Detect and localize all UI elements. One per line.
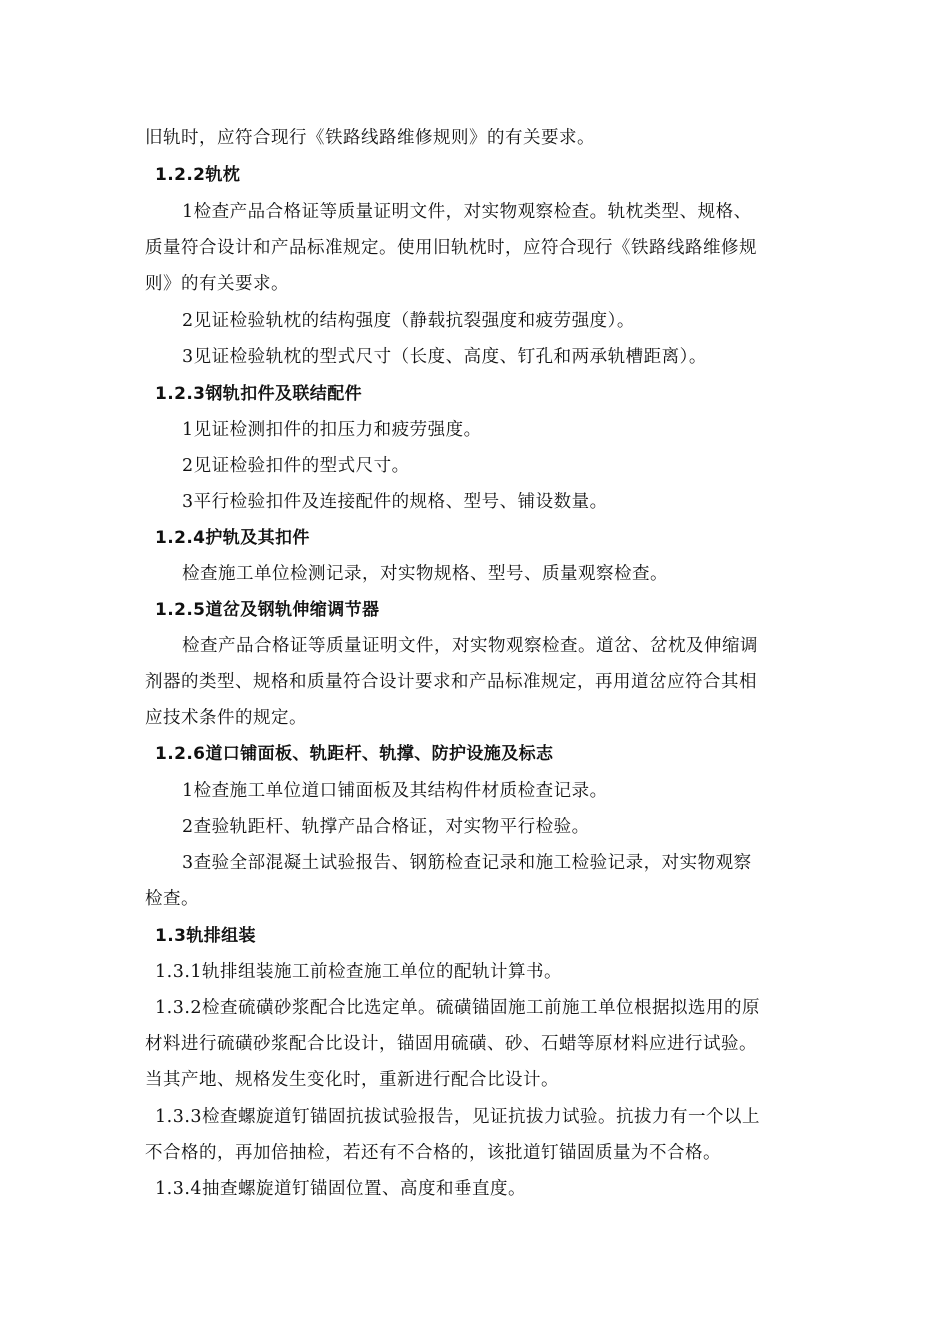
paragraph-line: 1.3.2检查硫磺砂浆配合比选定单。硫磺锚固施工前施工单位根据拟选用的原 xyxy=(155,998,761,1018)
paragraph-line: 2查验轨距杆、轨撑产品合格证，对实物平行检验。 xyxy=(182,817,590,837)
paragraph-line: 检查。 xyxy=(145,889,199,909)
paragraph-line: 不合格的，再加倍抽检，若还有不合格的，该批道钉锚固质量为不合格。 xyxy=(145,1143,721,1163)
paragraph-line: 1检查施工单位道口铺面板及其结构件材质检查记录。 xyxy=(182,781,608,801)
paragraph-line: 应技术条件的规定。 xyxy=(145,708,307,728)
paragraph-line: 3见证检验轨枕的型式尺寸（长度、高度、钉孔和两承轨槽距离）。 xyxy=(182,347,707,367)
paragraph-line: 剂器的类型、规格和质量符合设计要求和产品标准规定，再用道岔应符合其相 xyxy=(145,672,757,692)
section-heading-1-3: 1.3轨排组装 xyxy=(155,926,256,946)
paragraph-line: 1见证检测扣件的扣压力和疲劳强度。 xyxy=(182,420,482,440)
paragraph-line: 2见证检验扣件的型式尺寸。 xyxy=(182,456,410,476)
paragraph-line: 则》的有关要求。 xyxy=(145,274,289,294)
paragraph-line: 质量符合设计和产品标准规定。使用旧轨枕时，应符合现行《铁路线路维修规 xyxy=(145,238,757,258)
paragraph-line: 材料进行硫磺砂浆配合比设计，锚固用硫磺、砂、石蜡等原材料应进行试验。 xyxy=(145,1034,757,1054)
paragraph-line: 1检查产品合格证等质量证明文件，对实物观察检查。轨枕类型、规格、 xyxy=(182,202,752,222)
paragraph-line: 检查产品合格证等质量证明文件，对实物观察检查。道岔、岔枕及伸缩调 xyxy=(182,636,758,656)
paragraph-line: 2见证检验轨枕的结构强度（静载抗裂强度和疲劳强度）。 xyxy=(182,311,635,331)
section-heading-1-2-6: 1.2.6道口铺面板、轨距杆、轨撑、防护设施及标志 xyxy=(155,744,554,764)
paragraph-line: 3平行检验扣件及连接配件的规格、型号、铺设数量。 xyxy=(182,492,608,512)
section-heading-1-2-3: 1.2.3钢轨扣件及联结配件 xyxy=(155,384,363,404)
paragraph-line: 当其产地、规格发生变化时，重新进行配合比设计。 xyxy=(145,1070,559,1090)
section-heading-1-2-2: 1.2.2轨枕 xyxy=(155,165,241,185)
paragraph-line: 检查施工单位检测记录，对实物规格、型号、质量观察检查。 xyxy=(182,564,668,584)
section-heading-1-2-5: 1.2.5道岔及钢轨伸缩调节器 xyxy=(155,600,380,620)
paragraph-line: 1.3.1轨排组装施工前检查施工单位的配轨计算书。 xyxy=(155,962,563,982)
paragraph-line: 1.3.4抽查螺旋道钉锚固位置、高度和垂直度。 xyxy=(155,1179,527,1199)
paragraph-line: 1.3.3检查螺旋道钉锚固抗拔试验报告，见证抗拔力试验。抗拔力有一个以上 xyxy=(155,1107,761,1127)
paragraph-line: 3查验全部混凝土试验报告、钢筋检查记录和施工检验记录，对实物观察 xyxy=(182,853,752,873)
section-heading-1-2-4: 1.2.4护轨及其扣件 xyxy=(155,528,310,548)
paragraph-line: 旧轨时，应符合现行《铁路线路维修规则》的有关要求。 xyxy=(145,128,595,148)
